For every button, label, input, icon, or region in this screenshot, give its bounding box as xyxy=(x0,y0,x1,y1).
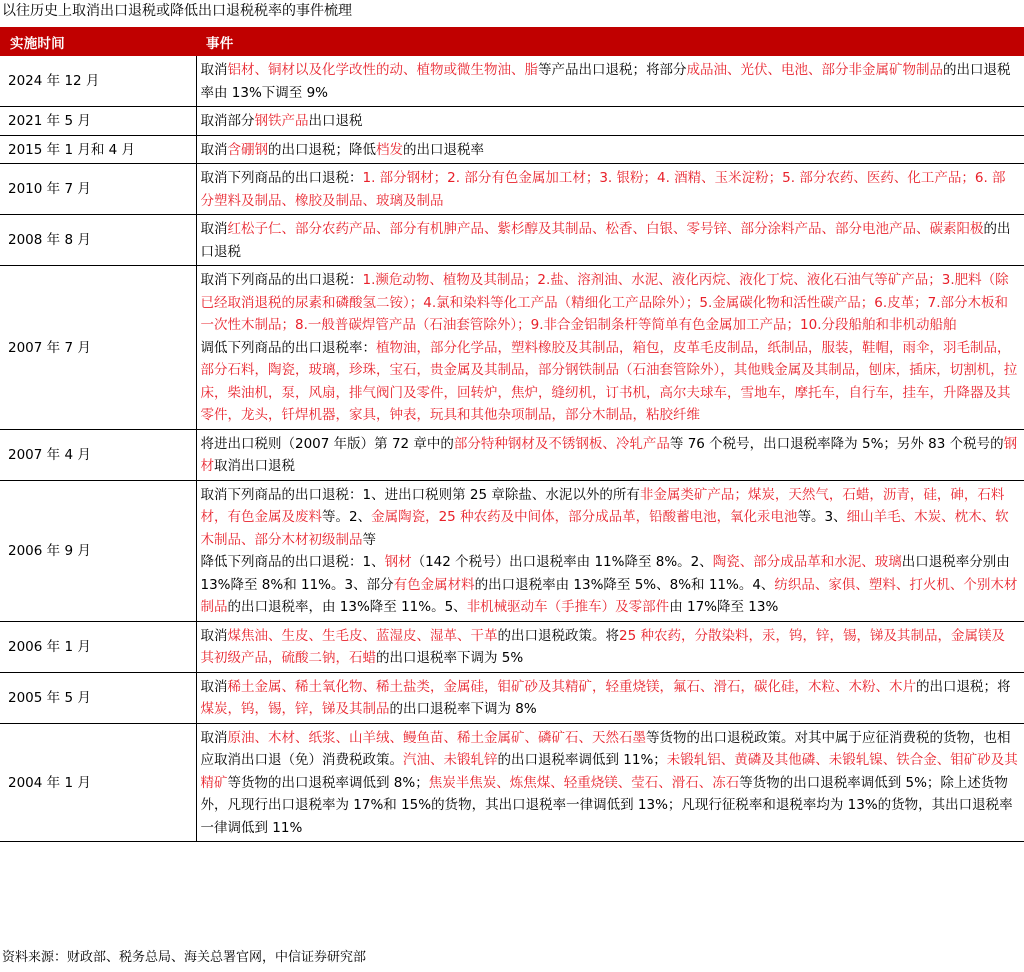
event-text: 由 17%降至 13% xyxy=(669,599,779,615)
table-row xyxy=(0,56,1024,107)
row-event xyxy=(196,56,1024,107)
event-text: 等。3、 xyxy=(797,509,847,525)
table-row xyxy=(0,480,1024,621)
row-event xyxy=(196,723,1024,842)
table-row xyxy=(0,672,1024,723)
row-event xyxy=(196,429,1024,480)
row-event xyxy=(196,672,1024,723)
highlighted-text: 原油、木材、纸浆、山羊绒、鳗鱼苗、稀土金属矿、磷矿石、天然石墨 xyxy=(227,729,646,746)
row-date: 2024 年 12 月 xyxy=(0,56,196,107)
event-text: 的出口退税率由 13%下调至 9% xyxy=(200,62,1011,101)
row-date: 2010 年 7 月 xyxy=(0,164,196,215)
events-table xyxy=(0,27,1024,842)
event-text: 取消下列商品的出口退税：1、进出口税则第 25 章除盐、水泥以外的所有 xyxy=(200,486,640,503)
event-text: 调低下列商品的出口退税率： xyxy=(200,339,376,356)
event-text: 等 xyxy=(362,531,376,548)
highlighted-text: 有色金属材料 xyxy=(393,576,475,593)
table-header-row xyxy=(0,27,1024,56)
highlighted-text: 钢材 xyxy=(384,554,412,570)
row-event xyxy=(196,266,1024,430)
highlighted-text: 汽油、未锻轧锌 xyxy=(403,752,498,768)
event-text: 的出口退税率 xyxy=(403,141,484,158)
table-row xyxy=(0,107,1024,136)
page-title: 以往历史上取消出口退税或降低出口退税税率的事件梳理 xyxy=(2,3,352,19)
highlighted-text: 铝材、铜材以及化学改性的动、植物或微生物油、脂 xyxy=(227,62,538,78)
highlighted-text: 未锻轧铝、黄磷及其他磷、未锻轧镍、铁合金、钼矿砂及其精矿 xyxy=(200,752,1018,791)
highlighted-text: 钢材 xyxy=(200,435,1018,474)
event-text: 取消 xyxy=(200,729,228,746)
highlighted-text: 非金属类矿产品；煤炭，天然气，石蜡，沥青，硅，砷，石料材，有色金属及废料 xyxy=(200,486,1005,525)
row-date: 2015 年 1 月和 4 月 xyxy=(0,135,196,164)
event-text: 取消 xyxy=(200,221,228,237)
row-date: 2008 年 8 月 xyxy=(0,215,196,266)
row-event xyxy=(196,164,1024,215)
event-text: 的出口退税政策。将 xyxy=(497,627,619,644)
event-text: 等货物的出口退税率调低到 5%；除上述货物外，凡现行出口退税率为 17%和 15%的货物，其出口退税率一律调低到 13%；凡现行征税率和退税率均为 13%的货物，其出口退税率一律调低到 11% xyxy=(200,774,1013,836)
event-text: 出口退税 xyxy=(308,113,363,129)
row-date: 2004 年 1 月 xyxy=(0,723,196,842)
event-text: 的出口退税；将 xyxy=(916,678,1011,695)
row-event xyxy=(196,480,1024,621)
event-text: 取消下列商品的出口退税： xyxy=(200,170,363,186)
highlighted-text: 陶瓷、部分成品革和水泥、玻璃 xyxy=(712,554,902,570)
event-text: 将进出口税则（2007 年版）第 72 章中的 xyxy=(200,435,454,452)
highlighted-text: 档发 xyxy=(376,141,403,158)
highlighted-text: 植物油，部分化学品，塑料橡胶及其制品，箱包，皮革毛皮制品，纸制品，服装，鞋帽，雨伞，羽毛制品，部分石料，陶瓷，玻璃，珍珠，宝石，贵金属及其制品，部分钢铁制品（石油套管除外），其他贱金属及其制品，刨床，插床，切割机，拉床，柴油机，泵，风扇，排气阀门及零件，回转炉，焦炉，缝纫机，订书机，高尔夫球车，雪地车，摩托车，自行车，挂车，升降器及其零件，龙头，钎焊机器，家具，钟表，玩具和其他杂项制品，部分木制品，粘胶纤维 xyxy=(200,339,1018,423)
highlighted-text: 煤炭，钨，锡，锌，锑及其制品 xyxy=(200,701,390,717)
event-text: 出口退税率分别由 13%降至 8%和 11%。3、部分 xyxy=(200,554,1010,593)
highlighted-text: 部分特种钢材及不锈钢板、冷轧产品 xyxy=(453,435,670,452)
row-event xyxy=(196,621,1024,672)
event-text: 的出口退税 xyxy=(200,221,1011,260)
event-text: 等产品出口退税；将部分 xyxy=(538,62,687,78)
event-text: 等货物的出口退税率调低到 8%； xyxy=(227,774,429,791)
table-row xyxy=(0,429,1024,480)
table-row xyxy=(0,621,1024,672)
event-text: 降低下列商品的出口退税：1、 xyxy=(200,554,385,570)
event-text: 取消下列商品的出口退税： xyxy=(200,272,363,288)
event-text: 取消 xyxy=(200,678,228,695)
event-text: 取消出口退税 xyxy=(214,458,295,474)
highlighted-text: 稀土金属、稀土氧化物、稀土盐类，金属硅，钼矿砂及其精矿，轻重烧镁，氟石、滑石，碳化硅，木粒、木粉、木片 xyxy=(227,678,916,695)
table-row xyxy=(0,266,1024,430)
highlighted-text: 成品油、光伏、电池、部分非金属矿物制品 xyxy=(686,62,943,78)
highlighted-text: 煤焦油、生皮、生毛皮、蓝湿皮、湿革、干革 xyxy=(227,627,498,644)
highlighted-text: 1. 部分钢材；2. 部分有色金属加工材；3. 银粉；4. 酒精、玉米淀粉；5. 部分农药、医药、化工产品；6. 部分塑料及制品、橡胶及制品、玻璃及制品 xyxy=(200,170,1006,209)
row-event xyxy=(196,107,1024,136)
row-date: 2007 年 7 月 xyxy=(0,266,196,430)
event-text: 等 76 个税号，出口退税率降为 5%；另外 83 个税号的 xyxy=(669,435,1004,452)
column-header-event: 事件 xyxy=(206,35,234,52)
row-date: 2007 年 4 月 xyxy=(0,429,196,480)
highlighted-text: 红松子仁、部分农药产品、部分有机胂产品、紫杉醇及其制品、松香、白银、零号锌、部分涂料产品、部分电池产品、碳素阳极 xyxy=(227,221,984,237)
row-date: 2006 年 9 月 xyxy=(0,480,196,621)
row-date: 2005 年 5 月 xyxy=(0,672,196,723)
event-text: 取消 xyxy=(200,62,228,78)
row-event xyxy=(196,215,1024,266)
event-text: 的出口退税率由 13%降至 5%、8%和 11%。4、 xyxy=(474,576,775,593)
row-date: 2021 年 5 月 xyxy=(0,107,196,136)
highlighted-text: 细山羊毛、木炭、枕木、软木制品、部分木材初级制品 xyxy=(200,509,1009,548)
event-text: 的出口退税率下调为 8% xyxy=(389,701,537,717)
event-text: 取消部分 xyxy=(200,113,255,129)
highlighted-text: 焦炭半焦炭、炼焦煤、轻重烧镁、莹石、滑石、冻石 xyxy=(428,774,740,791)
row-date: 2006 年 1 月 xyxy=(0,621,196,672)
highlighted-text: 钢铁产品 xyxy=(254,113,309,129)
event-text: 等货物的出口退税政策。对其中属于应征消费税的货物，也相应取消出口退（免）消费税政策。 xyxy=(200,729,1011,768)
table-row xyxy=(0,164,1024,215)
highlighted-text: 纺织品、家俱、塑料、打火机、个别木材制品 xyxy=(200,576,1018,615)
event-text: （142 个税号）出口退税率由 11%降至 8%。2、 xyxy=(411,554,713,570)
event-text: 的出口退税率调低到 11%； xyxy=(497,752,667,768)
event-text: 等。2、 xyxy=(322,509,372,525)
highlighted-text: 非机械驱动车（手推车）及零部件 xyxy=(466,599,670,615)
highlighted-text: 金属陶瓷，25 种农药及中间体，部分成品革，铅酸蓄电池，氧化汞电池 xyxy=(371,509,798,525)
column-header-date: 实施时间 xyxy=(10,35,65,52)
row-event xyxy=(196,135,1024,164)
highlighted-text: 含硼钢 xyxy=(227,141,268,158)
source-note: 资料来源：财政部、税务总局、海关总署官网，中信证券研究部 xyxy=(2,950,367,965)
highlighted-text: 1.濒危动物、植物及其制品；2.盐、溶剂油、水泥、液化丙烷、液化丁烷、液化石油气等矿产品；3.肥料（除已经取消退税的尿素和磷酸氢二铵）；4.氯和染料等化工产品（精细化工产品除外）；5.金属碳化物和活性碳产品；6.皮革；7.部分木板和一次性木制品；8.一般普碳焊管产品（石油套管除外）；9.非合金铝制条杆等简单有色金属加工产品；10.分段船舶和非机动船舶 xyxy=(200,272,1009,333)
table-row xyxy=(0,135,1024,164)
event-text: 的出口退税；降低 xyxy=(268,141,376,158)
table-row xyxy=(0,215,1024,266)
event-text: 的出口退税率下调为 5% xyxy=(376,650,524,666)
table-row xyxy=(0,723,1024,842)
event-text: 取消 xyxy=(200,627,228,644)
highlighted-text: 25 种农药，分散染料，汞，钨，锌，锡，锑及其制品，金属镁及其初级产品，硫酸二钠，石蜡 xyxy=(200,627,1005,666)
event-text: 的出口退税率，由 13%降至 11%。5、 xyxy=(227,599,467,615)
event-text: 取消 xyxy=(200,141,228,158)
